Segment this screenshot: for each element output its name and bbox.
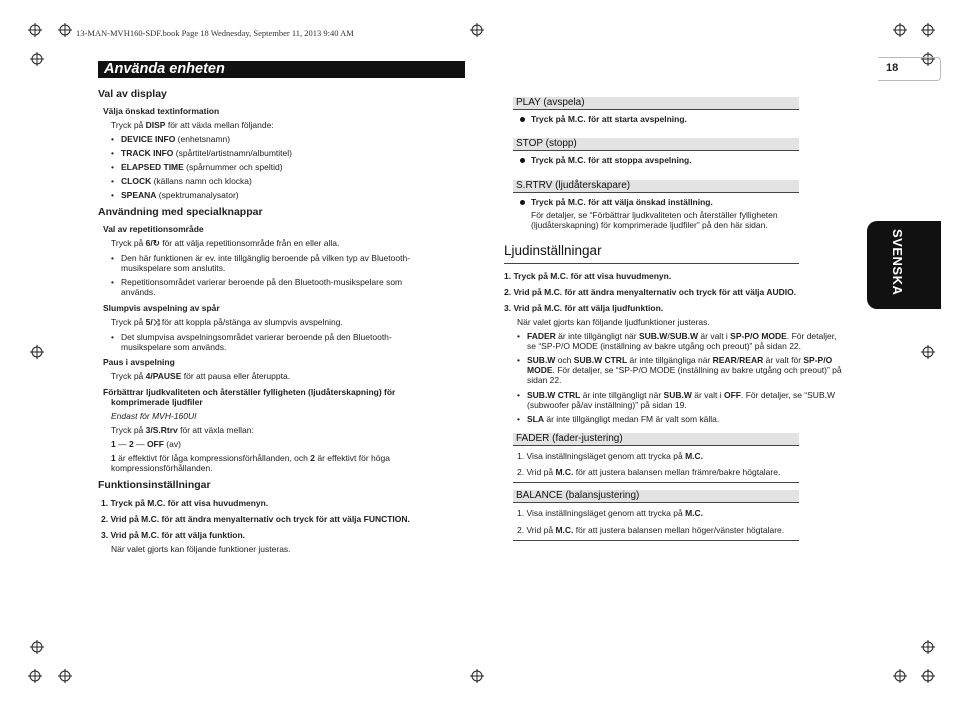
- display-title: Val av display: [98, 88, 167, 100]
- improve-values: 1 — 2 — OFF (av): [111, 439, 181, 449]
- play-header: [513, 97, 799, 110]
- registration-mark-icon: [28, 669, 42, 683]
- audio-step: 1. Tryck på M.C. för att visa huvudmenyn.: [504, 271, 672, 281]
- improve-desc: 1 är effektivt för låga kompressionsförhållanden, och 2 är effektivt för höga: [111, 453, 390, 463]
- shuffle-note: • Det slumpvisa avspelningsområdet varierar beroende på den Bluetooth-: [121, 332, 392, 342]
- balance-title: BALANCE (balansjustering): [516, 490, 640, 501]
- registration-mark-icon: [893, 23, 907, 37]
- fader-step: 2. Vrid på M.C. för att justera balansen mellan främre/bakre högtalare.: [517, 467, 781, 477]
- special-buttons-title: Användning med specialknappar: [98, 206, 263, 218]
- display-subtitle: Välja önskad textinformation: [103, 106, 220, 116]
- audio-bullet-cont: (subwoofer på/av inställning)” på sidan 19.: [527, 400, 687, 410]
- bullet-icon: [520, 158, 525, 163]
- audio-bullet: • FADER är inte tillgängligt när SUB.W/SUB.W är valt i SP-P/O MODE. För detaljer,: [527, 331, 836, 341]
- play-title: PLAY (avspela): [516, 97, 585, 108]
- registration-mark-icon: [470, 669, 484, 683]
- fader-header: [513, 433, 799, 446]
- pause-text: Tryck på 4/PAUSE för att pausa eller återuppta.: [111, 371, 291, 381]
- registration-mark-icon: [470, 23, 484, 37]
- improve-text: Tryck på 3/S.Rtrv för att växla mellan:: [111, 425, 254, 435]
- repeat-note: • Den här funktionen är ev. inte tillgänglig beroende på vilken typ av Bluetooth-: [121, 253, 410, 263]
- shuffle-title: Slumpvis avspelning av spår: [103, 303, 220, 313]
- function-note: När valet gjorts kan följande funktioner justeras.: [111, 544, 291, 554]
- improve-title: Förbättrar ljudkvaliteten och återställer fylligheten (ljudåterskapning) för: [103, 387, 396, 397]
- srtrv-header: [513, 180, 799, 193]
- audio-bullet-cont: MODE. För detaljer, se “SP-P/O MODE (inställning av bakre utgång och preout)” på: [527, 365, 842, 375]
- balance-header: [513, 490, 799, 503]
- play-text: Tryck på M.C. för att starta avspelning.: [531, 114, 687, 124]
- registration-mark-icon: [893, 669, 907, 683]
- shuffle-text: Tryck på 5/⤨ för att koppla på/stänga av slumpvis avspelning.: [111, 317, 343, 327]
- repeat-title: Val av repetitionsområde: [103, 224, 204, 234]
- registration-mark-icon: [30, 52, 44, 66]
- registration-mark-icon: [30, 345, 44, 359]
- registration-mark-icon: [921, 669, 935, 683]
- registration-mark-icon: [921, 23, 935, 37]
- fader-title: FADER (fader-justering): [516, 433, 623, 444]
- display-item: • CLOCK (källans namn och klocka): [121, 176, 252, 186]
- stop-text: Tryck på M.C. för att stoppa avspelning.: [531, 155, 692, 165]
- improve-model: Endast för MVH-160UI: [111, 411, 197, 421]
- bullet-icon: [520, 200, 525, 205]
- language-label: SVENSKA: [890, 229, 905, 296]
- balance-step: 2. Vrid på M.C. för att justera balansen mellan höger/vänster högtalare.: [517, 525, 785, 535]
- stop-title: STOP (stopp): [516, 138, 577, 149]
- audio-bullet-cont: se “SP-P/O MODE (inställning av bakre utgång och preout)” på sidan 22.: [527, 341, 802, 351]
- display-intro: Tryck på DISP för att växla mellan följande:: [111, 120, 274, 130]
- srtrv-text: Tryck på M.C. för att välja önskad inställning.: [531, 197, 713, 207]
- registration-mark-icon: [58, 669, 72, 683]
- display-item: • DEVICE INFO (enhetsnamn): [121, 134, 230, 144]
- function-step: 3. Vrid på M.C. för att välja funktion.: [101, 530, 246, 540]
- balance-step: 1. Visa inställningsläget genom att trycka på M.C.: [517, 508, 704, 518]
- pause-title: Paus i avspelning: [103, 357, 175, 367]
- audio-bullet: • SLA är inte tillgängligt medan FM är valt som källa.: [527, 414, 719, 424]
- function-step: 1. Tryck på M.C. för att visa huvudmenyn.: [101, 498, 269, 508]
- repeat-note: • Repetitionsområdet varierar beroende på den Bluetooth-musikspelare som: [121, 277, 402, 287]
- improve-desc-cont: kompressionsförhållanden.: [111, 463, 213, 473]
- divider: [504, 263, 799, 264]
- function-settings-title: Funktionsinställningar: [98, 479, 211, 491]
- registration-mark-icon: [921, 640, 935, 654]
- divider: [513, 482, 799, 483]
- srtrv-note-cont: (ljudåterskapning) för komprimerade ljudfiler” på den här sidan.: [531, 220, 768, 230]
- language-side-tab: [867, 221, 941, 309]
- stop-header: [513, 138, 799, 151]
- bullet-icon: [520, 117, 525, 122]
- registration-mark-icon: [28, 23, 42, 37]
- registration-mark-icon: [30, 640, 44, 654]
- section-title-bar: [98, 61, 465, 78]
- function-step: 2. Vrid på M.C. för att ändra menyalternativ och tryck för att välja FUNCTION.: [101, 514, 410, 524]
- repeat-note-cont: musikspelare som anslutits.: [121, 263, 226, 273]
- registration-mark-icon: [58, 23, 72, 37]
- section-title: Använda enheten: [104, 61, 225, 77]
- display-item: • TRACK INFO (spårtitel/artistnamn/albumtitel): [121, 148, 292, 158]
- improve-title-cont: komprimerade ljudfiler: [111, 397, 203, 407]
- shuffle-note-cont: musikspelare som används.: [121, 342, 227, 352]
- repeat-text: Tryck på 6/↻ för att välja repetitionsområde från en eller alla.: [111, 238, 340, 248]
- audio-bullet: • SUB.W CTRL är inte tillgängligt när SUB.W är valt i OFF. För detaljer, se “SUB.W: [527, 390, 835, 400]
- audio-bullet-cont: sidan 22.: [527, 375, 562, 385]
- display-item: • SPEANA (spektrumanalysator): [121, 190, 239, 200]
- display-item: • ELAPSED TIME (spårnummer och speltid): [121, 162, 283, 172]
- srtrv-note: För detaljer, se “Förbättrar ljudkvaliteten och återställer fylligheten: [531, 210, 778, 220]
- registration-mark-icon: [921, 345, 935, 359]
- page-number: 18: [886, 62, 899, 74]
- audio-bullet: • SUB.W och SUB.W CTRL är inte tillgängliga när REAR/REAR är valt för SP-P/O: [527, 355, 832, 365]
- page-number-box: [878, 57, 941, 81]
- audio-step: 3. Vrid på M.C. för att välja ljudfunktion.: [504, 303, 664, 313]
- fader-step: 1. Visa inställningsläget genom att trycka på M.C.: [517, 451, 704, 461]
- audio-note: När valet gjorts kan följande ljudfunktioner justeras.: [517, 317, 710, 327]
- audio-settings-title: Ljudinställningar: [504, 243, 602, 258]
- repeat-note-cont: används.: [121, 287, 156, 297]
- file-info-header: 13-MAN-MVH160-SDF.book Page 18 Wednesday, September 11, 2013 9:40 AM: [76, 28, 354, 38]
- audio-step: 2. Vrid på M.C. för att ändra menyalternativ och tryck för att välja AUDIO.: [504, 287, 797, 297]
- divider: [513, 540, 799, 541]
- srtrv-title: S.RTRV (ljudåterskapare): [516, 180, 631, 191]
